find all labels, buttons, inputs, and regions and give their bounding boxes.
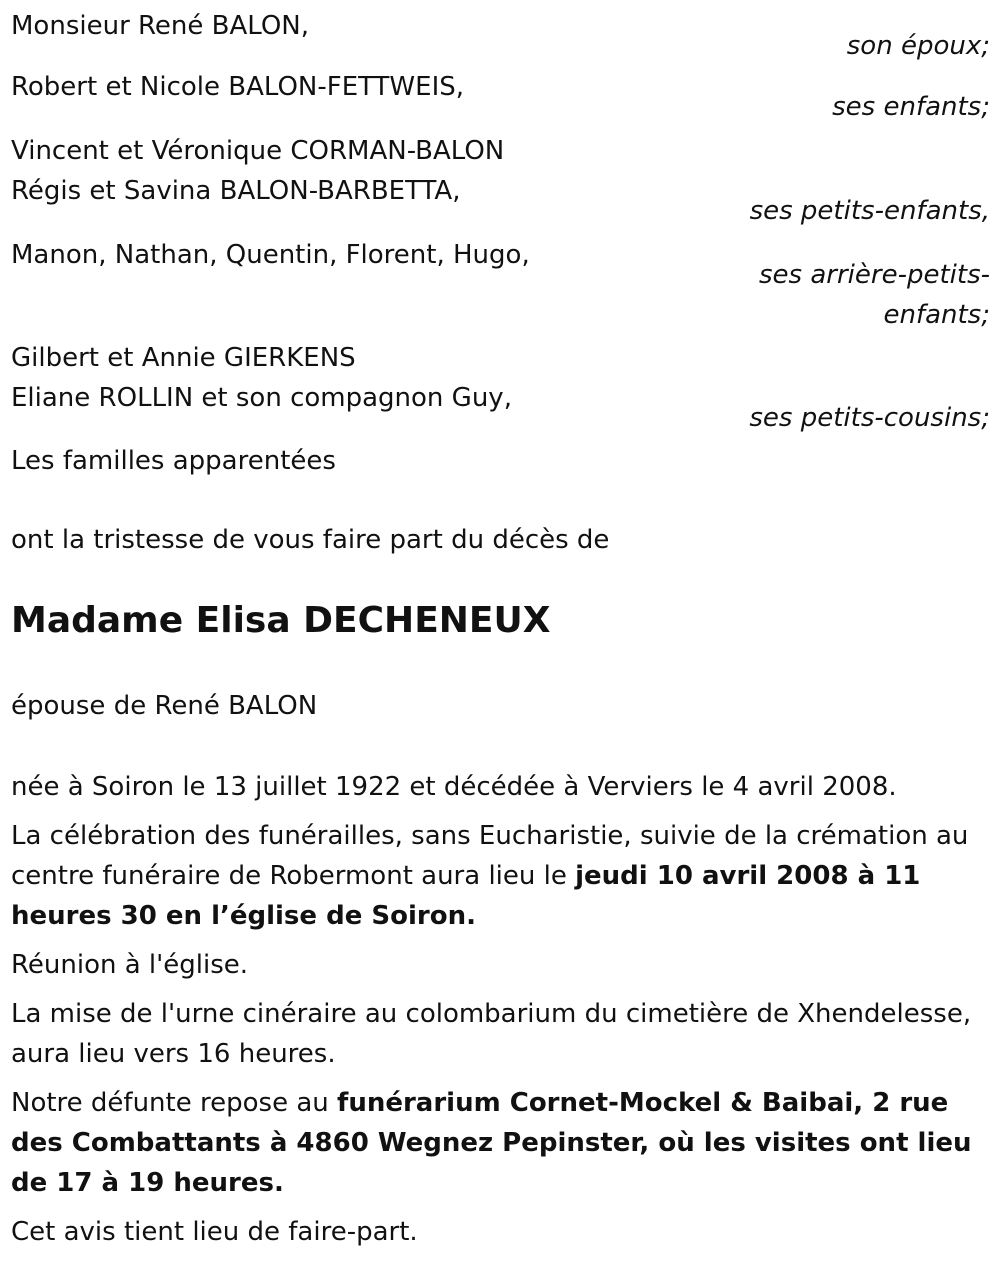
urn-paragraph: La mise de l'urne cinéraire au colombarium du cimetière de Xhendelesse, aura lieu vers 16 heures. [11, 999, 972, 1069]
great-grandchildren-role: ses arrière-petits-enfants; [759, 260, 990, 330]
cousins-group [11, 338, 990, 441]
cousins-names-2: Eliane ROLLIN et son compagnon Guy, [11, 383, 512, 413]
children-names: Robert et Nicole BALON-FETTWEIS, [11, 72, 465, 102]
grandchildren-names-2: Régis et Savina BALON-BARBETTA, [11, 176, 461, 206]
children-group [11, 67, 990, 130]
ceremony-text: La célébration des funérailles, sans Eucharistie, suivie de la crémation au centre funéraire de Robermont aura lieu le [11, 821, 969, 891]
announcement-intro: ont la tristesse de vous faire part du décès de [11, 525, 610, 555]
great-grandchildren-group [11, 235, 990, 338]
ceremony-paragraph [11, 816, 990, 936]
rest-text: Notre défunte repose au [11, 1088, 338, 1118]
ceremony-date-time: jeudi 10 avril 2008 à 11 heures 30 en l’église de Soiron. [11, 861, 921, 931]
related-families: Les familles apparentées [11, 446, 336, 476]
notice-line: Cet avis tient lieu de faire-part. [11, 1217, 418, 1247]
grandchildren-group [11, 131, 990, 234]
great-grandchildren-names: Manon, Nathan, Quentin, Florent, Hugo, [11, 240, 530, 270]
spouse-role: son époux; [846, 31, 990, 61]
deceased-name: Madame Elisa DECHENEUX [11, 600, 551, 641]
birth-death-line: née à Soiron le 13 juillet 1922 et décédée à Verviers le 4 avril 2008. [11, 772, 897, 802]
spouse-of-line: épouse de René BALON [11, 691, 318, 721]
grandchildren-names-1: Vincent et Véronique CORMAN-BALON [11, 136, 505, 166]
spouse-group [11, 6, 990, 66]
related-families-group [11, 441, 990, 501]
grandchildren-role: ses petits-enfants, [749, 196, 990, 226]
reunion-line: Réunion à l'église. [11, 950, 249, 980]
spouse-name: Monsieur René BALON, [11, 11, 310, 41]
children-role: ses enfants; [832, 92, 990, 122]
cousins-names-1: Gilbert et Annie GIERKENS [11, 343, 356, 373]
funeral-home-details: funérarium Cornet-Mockel & Baibai, 2 rue des Combattants à 4860 Wegnez Pepinster, où les visites ont lieu de 17 à 19 heures. [11, 1088, 972, 1198]
cousins-role: ses petits-cousins; [749, 403, 990, 433]
rest-paragraph [11, 1083, 990, 1203]
